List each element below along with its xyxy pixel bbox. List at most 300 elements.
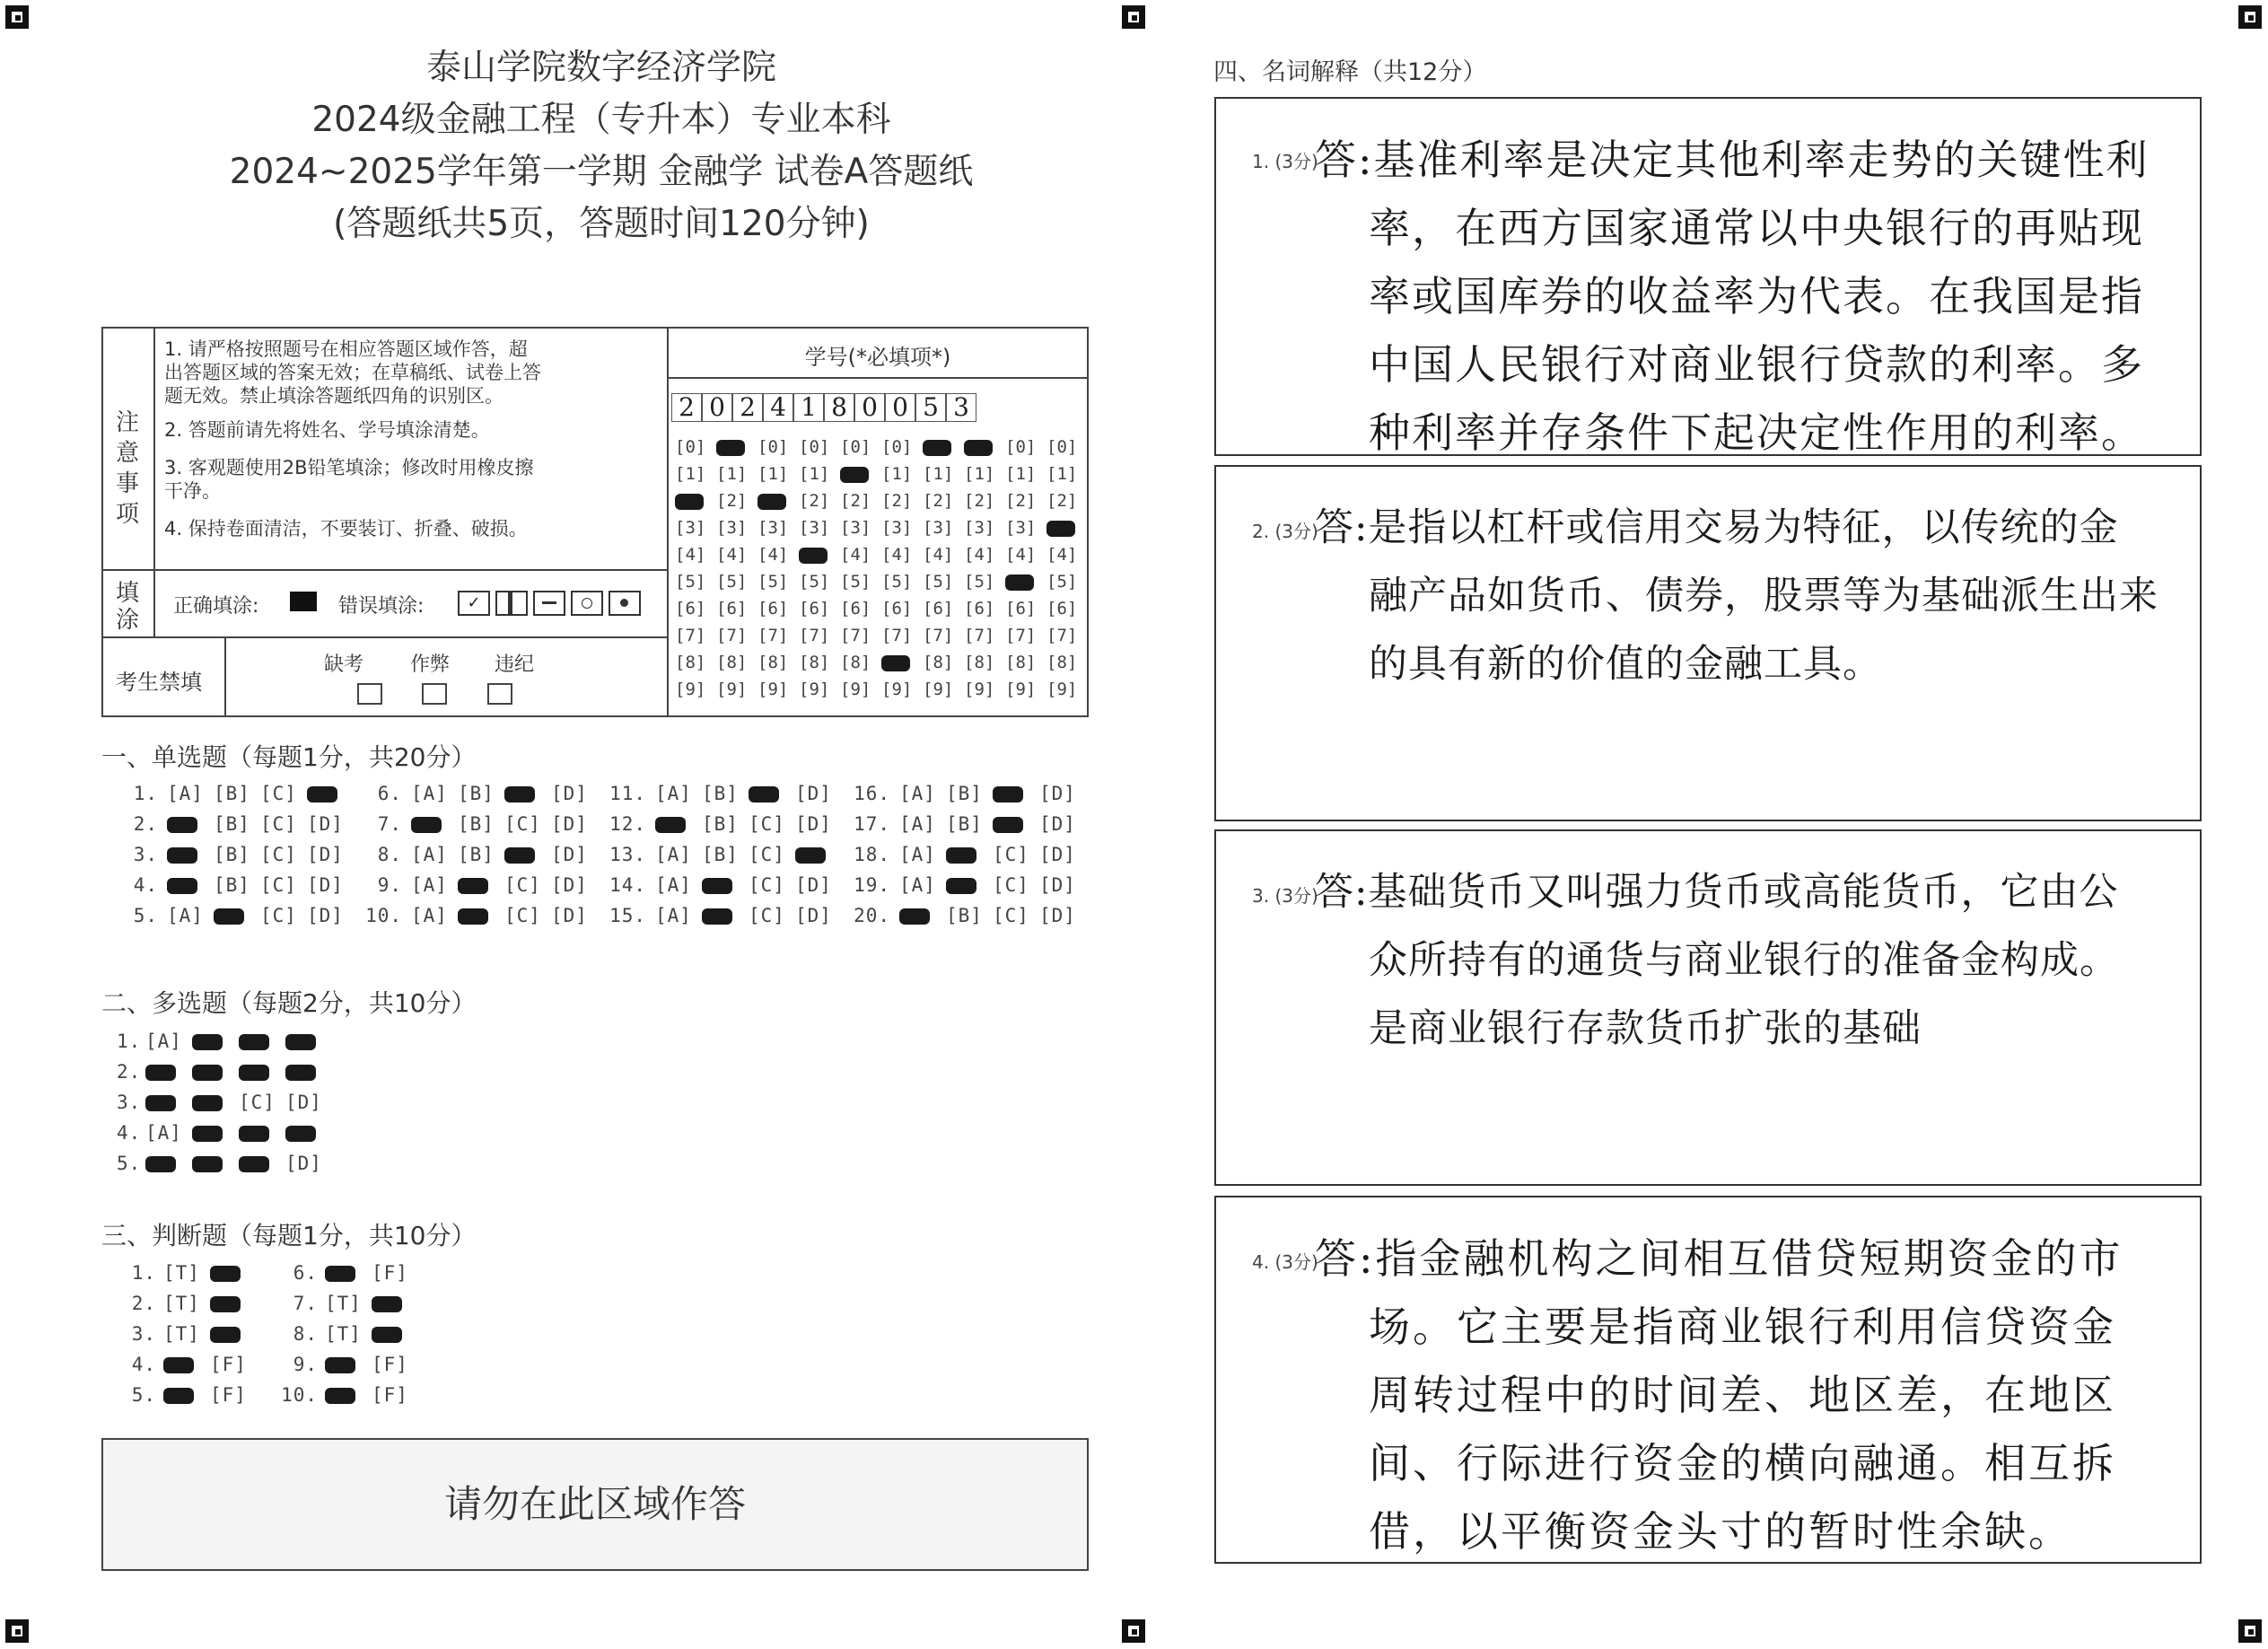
single-choice-question[interactable] [849,874,1086,896]
id-bubble[interactable]: [9] [840,680,871,699]
id-digit[interactable]: 3 [946,393,976,422]
filled-bubble[interactable] [458,874,504,896]
id-bubble[interactable] [716,434,747,460]
single-choice-question[interactable] [117,783,354,804]
question-number: 10. [365,905,402,926]
question-number: 15. [609,905,646,926]
id-bubble-column[interactable] [1005,434,1036,703]
filled-bubble[interactable] [702,874,749,896]
true-false-question[interactable] [117,1262,257,1284]
single-choice-question[interactable] [361,874,598,896]
id-bubble[interactable]: [8] [1005,653,1037,672]
single-choice-question[interactable] [605,813,842,835]
true-false-question[interactable] [117,1323,257,1345]
filled-bubble-icon [239,1065,269,1081]
id-bubble[interactable] [1046,514,1077,541]
option-bubble[interactable]: [B] [214,844,250,865]
id-bubble[interactable]: [9] [964,680,995,699]
filled-bubble[interactable] [899,905,946,926]
single-choice-question[interactable] [849,844,1086,865]
id-bubble[interactable]: [1] [923,464,954,484]
option-bubble[interactable]: [B] [702,783,739,804]
id-bubble[interactable]: [4] [840,545,871,565]
option-bubble[interactable]: [C] [260,783,297,804]
id-bubble[interactable]: [6] [964,599,995,618]
id-bubble[interactable]: [8] [757,653,789,672]
id-bubble[interactable]: [3] [799,518,830,538]
single-choice-question[interactable] [361,844,598,865]
multi-choice-question[interactable] [117,1122,332,1144]
filled-bubble[interactable] [285,1061,332,1083]
option-bubble[interactable]: [D] [551,874,588,896]
id-bubble[interactable]: [5] [881,572,913,592]
id-bubble[interactable]: [1] [675,464,706,484]
id-digit[interactable]: 0 [885,393,915,422]
option-bubble[interactable]: [C] [749,905,785,926]
id-bubble-grid[interactable] [675,434,1088,703]
id-digit[interactable]: 8 [824,393,854,422]
id-bubble-column[interactable] [757,434,788,703]
filled-bubble[interactable] [411,813,458,835]
id-bubble[interactable]: [3] [923,518,954,538]
id-bubble[interactable]: [2] [716,491,748,511]
id-bubble[interactable]: [2] [923,491,954,511]
option-bubble[interactable]: [D] [307,844,344,865]
id-bubble[interactable]: [5] [1046,572,1078,592]
id-bubble[interactable]: [5] [923,572,954,592]
id-bubble[interactable]: [4] [923,545,954,565]
id-bubble[interactable]: [0] [1046,437,1078,457]
id-bubble[interactable]: [7] [799,626,830,645]
filled-bubble-icon [239,1034,269,1050]
id-bubble[interactable]: [4] [1005,545,1037,565]
option-bubble[interactable]: [B] [458,844,495,865]
id-bubble[interactable]: [0] [1005,437,1037,457]
id-bubble[interactable]: [0] [799,437,830,457]
filled-bubble-icon [210,1296,241,1312]
true-false-question[interactable] [117,1293,257,1314]
id-bubble-column[interactable] [840,434,871,703]
id-bubble[interactable]: [7] [757,626,789,645]
option-bubble[interactable]: [D] [1039,874,1076,896]
id-bubble[interactable]: [1] [1046,464,1078,484]
id-bubble[interactable]: [1] [964,464,995,484]
filled-bubble[interactable] [504,783,551,804]
option-bubble[interactable]: [A] [899,874,936,896]
option-bubble[interactable]: [T] [163,1293,200,1314]
filled-bubble[interactable] [325,1384,372,1406]
filled-bubble[interactable] [210,1323,257,1345]
filled-bubble[interactable] [239,1153,285,1174]
option-bubble[interactable]: [A] [411,783,448,804]
id-bubble[interactable]: [8] [840,653,871,672]
option-bubble[interactable]: [A] [655,905,692,926]
id-bubble[interactable]: [8] [964,653,995,672]
id-bubble[interactable] [964,434,994,460]
true-false-question[interactable] [278,1354,418,1375]
option-bubble[interactable]: [D] [285,1092,322,1113]
filled-bubble[interactable] [504,844,551,865]
id-bubble[interactable] [757,487,788,514]
id-bubble[interactable]: [5] [757,572,789,592]
id-bubble[interactable]: [7] [716,626,748,645]
option-bubble[interactable]: [D] [307,813,344,835]
option-bubble[interactable]: [D] [551,844,588,865]
option-bubble[interactable]: [B] [702,844,739,865]
id-bubble[interactable]: [9] [799,680,830,699]
option-bubble[interactable]: [B] [946,813,983,835]
filled-bubble[interactable] [372,1323,418,1345]
option-bubble[interactable]: [D] [1039,844,1076,865]
filled-bubble[interactable] [192,1092,239,1113]
filled-bubble-icon [285,1065,316,1081]
id-bubble[interactable]: [3] [675,518,706,538]
id-bubble[interactable]: [8] [799,653,830,672]
filled-bubble[interactable] [192,1122,239,1144]
filled-bubble[interactable] [993,783,1039,804]
id-digit[interactable]: 2 [732,393,763,422]
id-bubble[interactable]: [2] [1046,491,1078,511]
id-bubble[interactable]: [6] [881,599,913,618]
id-digit[interactable]: 1 [793,393,824,422]
id-bubble[interactable]: [6] [840,599,871,618]
answer-line: 场。它主要是指商业银行利用信贷资金 [1369,1303,2116,1351]
id-bubble[interactable]: [7] [1005,626,1037,645]
option-bubble[interactable]: [D] [795,874,832,896]
single-choice-question[interactable] [605,905,842,926]
filled-bubble[interactable] [239,1061,285,1083]
option-bubble[interactable]: [F] [210,1384,247,1406]
id-bubble[interactable]: [5] [675,572,706,592]
option-bubble[interactable]: [A] [145,1122,182,1144]
option-bubble[interactable]: [C] [504,874,541,896]
id-bubble[interactable] [881,649,912,676]
id-bubble[interactable]: [1] [1005,464,1037,484]
option-bubble[interactable]: [F] [372,1262,408,1284]
id-bubble[interactable]: [3] [757,518,789,538]
option-bubble[interactable]: [C] [993,874,1029,896]
id-bubble[interactable]: [0] [675,437,706,457]
id-bubble[interactable]: [9] [716,680,748,699]
option-bubble[interactable]: [A] [167,905,204,926]
filled-bubble[interactable] [946,874,993,896]
id-bubble[interactable] [840,460,871,487]
id-bubble[interactable]: [6] [757,599,789,618]
true-false-question[interactable] [278,1293,418,1314]
filled-bubble[interactable] [325,1262,372,1284]
single-choice-question[interactable] [361,813,598,835]
option-bubble[interactable]: [A] [655,844,692,865]
option-bubble[interactable]: [C] [260,874,297,896]
filled-bubble[interactable] [163,1354,210,1375]
option-bubble[interactable]: [D] [307,874,344,896]
id-bubble[interactable]: [9] [923,680,954,699]
true-false-question[interactable] [278,1323,418,1345]
filled-bubble[interactable] [192,1061,239,1083]
id-bubble[interactable]: [9] [1005,680,1037,699]
id-bubble[interactable]: [6] [1005,599,1037,618]
option-bubble[interactable]: [B] [946,905,983,926]
single-choice-grid[interactable] [117,783,1095,944]
id-bubble[interactable]: [1] [716,464,748,484]
answer-box-2[interactable] [1214,465,2202,821]
option-bubble[interactable]: [A] [411,844,448,865]
option-bubble[interactable]: [F] [210,1354,247,1375]
option-bubble[interactable]: [A] [655,783,692,804]
id-digit[interactable]: 0 [702,393,732,422]
id-bubble[interactable]: [5] [799,572,830,592]
filled-bubble[interactable] [749,783,795,804]
id-bubble[interactable]: [7] [675,626,706,645]
option-bubble[interactable]: [D] [551,783,588,804]
option-bubble[interactable]: [D] [551,905,588,926]
answer-line: 众所持有的通货与商业银行的准备金构成。 [1369,938,2119,983]
option-bubble[interactable]: [C] [993,844,1029,865]
id-bubble-column[interactable] [881,434,912,703]
id-bubble[interactable]: [6] [1046,599,1078,618]
id-bubble[interactable]: [7] [923,626,954,645]
option-bubble[interactable]: [B] [214,813,250,835]
option-bubble[interactable]: [C] [239,1092,276,1113]
id-bubble-column[interactable] [964,434,994,703]
id-bubble[interactable] [675,487,705,514]
option-bubble[interactable]: [C] [749,874,785,896]
id-bubble[interactable]: [2] [1005,491,1037,511]
id-bubble[interactable]: [2] [799,491,830,511]
filled-bubble[interactable] [285,1031,332,1052]
id-bubble[interactable] [923,434,953,460]
option-bubble[interactable]: [C] [260,813,297,835]
single-choice-question[interactable] [117,813,354,835]
id-bubble[interactable]: [3] [1005,518,1037,538]
option-bubble[interactable]: [A] [899,783,936,804]
single-choice-question[interactable] [605,783,842,804]
id-digit[interactable]: 5 [915,393,946,422]
filled-bubble[interactable] [307,783,354,804]
id-bubble[interactable]: [6] [923,599,954,618]
filled-bubble[interactable] [655,813,702,835]
id-digit[interactable]: 0 [854,393,885,422]
answer-box-4[interactable] [1214,1196,2202,1564]
filled-bubble[interactable] [239,1122,285,1144]
id-bubble[interactable]: [8] [1046,653,1078,672]
answer-line: 中国人民银行对商业银行贷款的利率。多 [1369,340,2144,389]
answer-box-3[interactable] [1214,829,2202,1186]
id-bubble[interactable]: [3] [840,518,871,538]
single-choice-question[interactable] [849,813,1086,835]
answer-line: 答:指金融机构之间相互借贷短期资金的市 [1315,1234,2124,1283]
option-bubble[interactable]: [C] [260,905,297,926]
option-bubble[interactable]: [A] [411,874,448,896]
id-bubble[interactable]: [8] [923,653,954,672]
true-false-question[interactable] [278,1262,418,1284]
filled-bubble[interactable] [163,1384,210,1406]
id-bubble-column[interactable] [923,434,953,703]
option-bubble[interactable]: [A] [655,874,692,896]
id-bubble[interactable]: [4] [675,545,706,565]
option-bubble[interactable]: [D] [285,1153,322,1174]
option-bubble[interactable]: [T] [163,1323,200,1345]
option-bubble[interactable]: [A] [899,813,936,835]
option-bubble[interactable]: [C] [260,844,297,865]
id-bubble[interactable]: [9] [1046,680,1078,699]
option-bubble[interactable]: [A] [145,1031,182,1052]
true-false-question[interactable] [278,1384,418,1406]
cheat-checkbox[interactable] [422,683,447,705]
filled-bubble[interactable] [214,905,260,926]
multi-choice-question[interactable] [117,1092,332,1113]
option-bubble[interactable]: [D] [551,813,588,835]
id-bubble-column[interactable] [716,434,747,703]
id-bubble[interactable]: [7] [964,626,995,645]
id-bubble[interactable]: [9] [675,680,706,699]
true-false-question[interactable] [117,1384,257,1406]
option-bubble[interactable]: [D] [795,905,832,926]
id-bubble[interactable]: [7] [1046,626,1078,645]
option-bubble[interactable]: [D] [795,813,832,835]
answer-box-1[interactable] [1214,97,2202,456]
id-bubble[interactable]: [4] [757,545,789,565]
id-bubble[interactable]: [0] [881,437,913,457]
option-bubble[interactable]: [A] [167,783,204,804]
option-bubble[interactable]: [C] [504,813,541,835]
option-bubble[interactable]: [B] [458,813,495,835]
option-bubble[interactable]: [B] [946,783,983,804]
id-bubble[interactable]: [2] [840,491,871,511]
id-bubble[interactable]: [2] [964,491,995,511]
filled-bubble[interactable] [192,1031,239,1052]
filled-bubble[interactable] [239,1031,285,1052]
id-bubble[interactable]: [0] [840,437,871,457]
single-choice-question[interactable] [849,783,1086,804]
id-bubble[interactable]: [4] [716,545,748,565]
id-bubble[interactable]: [9] [757,680,789,699]
filled-bubble[interactable] [167,844,214,865]
single-choice-question[interactable] [117,844,354,865]
single-choice-question[interactable] [117,905,354,926]
filled-bubble[interactable] [372,1293,418,1314]
filled-bubble[interactable] [210,1293,257,1314]
id-bubble[interactable]: [1] [757,464,789,484]
id-bubble[interactable]: [6] [716,599,748,618]
filled-bubble[interactable] [702,905,749,926]
id-bubble[interactable]: [7] [840,626,871,645]
id-bubble[interactable]: [1] [881,464,913,484]
multi-choice-question[interactable] [117,1061,332,1083]
option-bubble[interactable]: [D] [1039,905,1076,926]
id-bubble[interactable]: [9] [881,680,913,699]
option-bubble[interactable]: [A] [899,844,936,865]
absent-checkbox[interactable] [357,683,382,705]
id-bubble[interactable]: [3] [964,518,995,538]
filled-bubble-icon [192,1095,223,1111]
id-bubble[interactable]: [2] [881,491,913,511]
answer-line: 率，在西方国家通常以中央银行的再贴现 [1369,204,2144,252]
id-digit[interactable]: 4 [763,393,793,422]
filled-bubble[interactable] [458,905,504,926]
filled-bubble[interactable] [167,874,214,896]
option-bubble[interactable]: [A] [411,905,448,926]
id-bubble[interactable] [799,541,829,568]
option-bubble[interactable]: [D] [1039,813,1076,835]
single-choice-question[interactable] [361,783,598,804]
filled-bubble-icon [192,1034,223,1050]
id-digit[interactable]: 2 [671,393,702,422]
single-choice-question[interactable] [605,874,842,896]
option-bubble[interactable]: [C] [504,905,541,926]
option-bubble[interactable]: [D] [307,905,344,926]
single-choice-question[interactable] [117,874,354,896]
option-bubble[interactable]: [B] [214,783,250,804]
single-choice-question[interactable] [605,844,842,865]
id-bubble[interactable] [1005,568,1036,595]
id-bubble[interactable]: [8] [675,653,706,672]
violation-checkbox[interactable] [487,683,512,705]
true-false-grid[interactable] [117,1262,476,1424]
option-bubble[interactable]: [F] [372,1354,408,1375]
filled-bubble[interactable] [145,1153,192,1174]
id-bubble[interactable]: [6] [675,599,706,618]
filled-bubble[interactable] [946,844,993,865]
id-bubble[interactable]: [8] [716,653,748,672]
id-bubble[interactable]: [5] [964,572,995,592]
option-bubble[interactable]: [D] [795,783,832,804]
filled-bubble[interactable] [145,1092,192,1113]
id-bubble-column[interactable] [1046,434,1077,703]
option-bubble[interactable]: [T] [325,1293,362,1314]
single-choice-question[interactable] [849,905,1086,926]
filled-bubble[interactable] [285,1122,332,1144]
filled-bubble[interactable] [145,1061,192,1083]
id-bubble[interactable]: [1] [799,464,830,484]
id-bubble[interactable]: [0] [757,437,789,457]
true-false-question[interactable] [117,1354,257,1375]
option-bubble[interactable]: [B] [702,813,739,835]
option-bubble[interactable]: [C] [749,844,785,865]
id-bubble[interactable]: [4] [1046,545,1078,565]
filled-bubble[interactable] [192,1153,239,1174]
id-bubble-column[interactable] [675,434,705,703]
option-bubble[interactable]: [D] [1039,783,1076,804]
option-bubble[interactable]: [C] [749,813,785,835]
id-bubble[interactable]: [5] [840,572,871,592]
id-bubble[interactable]: [4] [881,545,913,565]
id-bubble[interactable]: [3] [716,518,748,538]
single-choice-question[interactable] [361,905,598,926]
multi-choice-question[interactable] [117,1031,332,1052]
id-bubble-column[interactable] [799,434,829,703]
id-bubble[interactable]: [3] [881,518,913,538]
question-number: 16. [854,783,890,804]
option-bubble[interactable]: [B] [214,874,250,896]
option-bubble[interactable]: [C] [993,905,1029,926]
option-bubble[interactable]: [T] [163,1262,200,1284]
option-bubble[interactable]: [B] [458,783,495,804]
multi-choice-grid[interactable] [117,1031,476,1192]
filled-bubble[interactable] [993,813,1039,835]
id-bubble[interactable]: [7] [881,626,913,645]
filled-bubble[interactable] [167,813,214,835]
filled-bubble[interactable] [210,1262,257,1284]
id-bubble[interactable]: [4] [964,545,995,565]
id-bubble[interactable]: [6] [799,599,830,618]
id-bubble[interactable]: [5] [716,572,748,592]
multi-choice-question[interactable] [117,1153,332,1174]
option-bubble[interactable]: [F] [372,1384,408,1406]
option-bubble[interactable]: [T] [325,1323,362,1345]
filled-bubble[interactable] [325,1354,372,1375]
filled-bubble[interactable] [795,844,842,865]
